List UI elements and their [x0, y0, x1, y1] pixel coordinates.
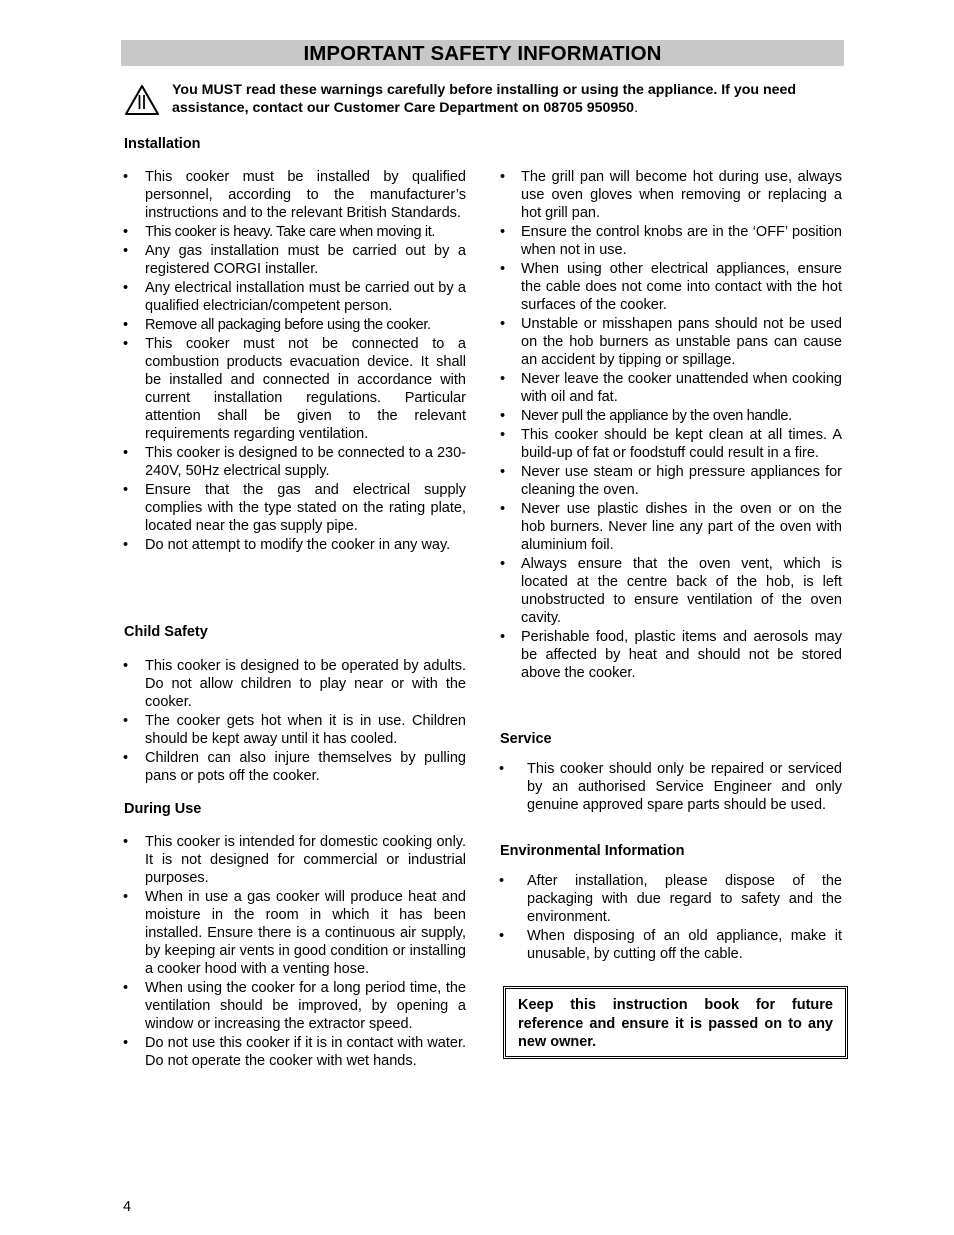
keep-instructions-box	[503, 986, 848, 1059]
list-item: • Never pull the appliance by the oven handle.	[500, 407, 842, 425]
during-use-list	[123, 833, 466, 1071]
list-item: • Never use plastic dishes in the oven or on the hob burners. Never line any part of the oven with aluminium foil.	[500, 500, 842, 554]
list-item: • Always ensure that the oven vent, which is located at the centre back of the hob, is left unobstructed to ensure ventilation of the oven cavity.	[500, 555, 842, 627]
list-item: • This cooker must be installed by qualified personnel, according to the manufacturer’s instructions and to the relevant British Standards.	[123, 168, 466, 222]
list-item: • The cooker gets hot when it is in use. Children should be kept away until it has cooled.	[123, 712, 466, 748]
list-item: • Any gas installation must be carried out by a registered CORGI installer.	[123, 242, 466, 278]
list-item: • The grill pan will become hot during use, always use oven gloves when removing or replacing a hot grill pan.	[500, 168, 842, 222]
service-heading: Service	[500, 731, 552, 747]
installation-list	[123, 168, 466, 555]
list-item: • Remove all packaging before using the cooker.	[123, 316, 466, 334]
installation-heading: Installation	[124, 136, 201, 152]
list-item: • This cooker is heavy. Take care when moving it.	[123, 223, 466, 241]
list-item: • When in use a gas cooker will produce heat and moisture in the room in which it has been installed. Ensure there is a continuous air supply, by keeping air vents in good condition or installing a cooker hood with a venting hose.	[123, 888, 466, 978]
environmental-list	[499, 872, 842, 964]
list-item: • Never leave the cooker unattended when cooking with oil and fat.	[500, 370, 842, 406]
service-list	[499, 760, 842, 815]
list-item: • This cooker should only be repaired or serviced by an authorised Service Engineer and only genuine approved spare parts should be used.	[499, 760, 842, 814]
list-item: • This cooker should be kept clean at all times. A build-up of fat or foodstuff could result in a fire.	[500, 426, 842, 462]
use-safety-list	[500, 168, 842, 683]
title-bar	[121, 40, 844, 66]
list-item: • When using other electrical appliances, ensure the cable does not come into contact with the hot surfaces of the cooker.	[500, 260, 842, 314]
environmental-heading: Environmental Information	[500, 843, 685, 859]
list-item: • Children can also injure themselves by pulling pans or pots off the cooker.	[123, 749, 466, 785]
list-item: • Unstable or misshapen pans should not be used on the hob burners as unstable pans can cause an accident by tipping or spillage.	[500, 315, 842, 369]
list-item: • Do not use this cooker if it is in contact with water. Do not operate the cooker with wet hands.	[123, 1034, 466, 1070]
list-item: • Ensure the control knobs are in the ‘OFF’ position when not in use.	[500, 223, 842, 259]
page-number: 4	[123, 1199, 132, 1215]
during-use-heading: During Use	[124, 801, 202, 817]
list-item: • Never use steam or high pressure appliances for cleaning the oven.	[500, 463, 842, 499]
list-item: • Any electrical installation must be carried out by a qualified electrician/competent person.	[123, 279, 466, 315]
list-item: • Perishable food, plastic items and aerosols may be affected by heat and should not be stored above the cooker.	[500, 628, 842, 682]
keep-instructions-text: Keep this instruction book for future reference and ensure it is passed on to any new owner.	[518, 997, 833, 1050]
child-safety-heading: Child Safety	[124, 624, 208, 640]
list-item: • When disposing of an old appliance, make it unusable, by cutting off the cable.	[499, 927, 842, 963]
page-title: IMPORTANT SAFETY INFORMATION	[303, 42, 662, 65]
warning-triangle-icon	[124, 84, 160, 116]
warning-block	[124, 81, 844, 121]
list-item: • Do not attempt to modify the cooker in any way.	[123, 536, 466, 554]
list-item: • After installation, please dispose of the packaging with due regard to safety and the environment.	[499, 872, 842, 926]
list-item: • This cooker must not be connected to a combustion products evacuation device. It shall be installed and connected in accordance with current installation regulations. Particular attention shall be given to the relevant requirements regarding ventilation.	[123, 335, 466, 443]
warning-text: You MUST read these warnings carefully before installing or using the appliance. If you need assistance, contact our Customer Care Department on 08705 950950.	[172, 82, 797, 116]
list-item: • This cooker is designed to be operated by adults. Do not allow children to play near or with the cooker.	[123, 657, 466, 711]
child-safety-list	[123, 657, 466, 786]
list-item: • This cooker is intended for domestic cooking only. It is not designed for commercial or industrial purposes.	[123, 833, 466, 887]
list-item: • Ensure that the gas and electrical supply complies with the type stated on the rating plate, located near the gas supply pipe.	[123, 481, 466, 535]
list-item: • When using the cooker for a long period time, the ventilation should be improved, by opening a window or increasing the extractor speed.	[123, 979, 466, 1033]
list-item: • This cooker is designed to be connected to a 230-240V, 50Hz electrical supply.	[123, 444, 466, 480]
